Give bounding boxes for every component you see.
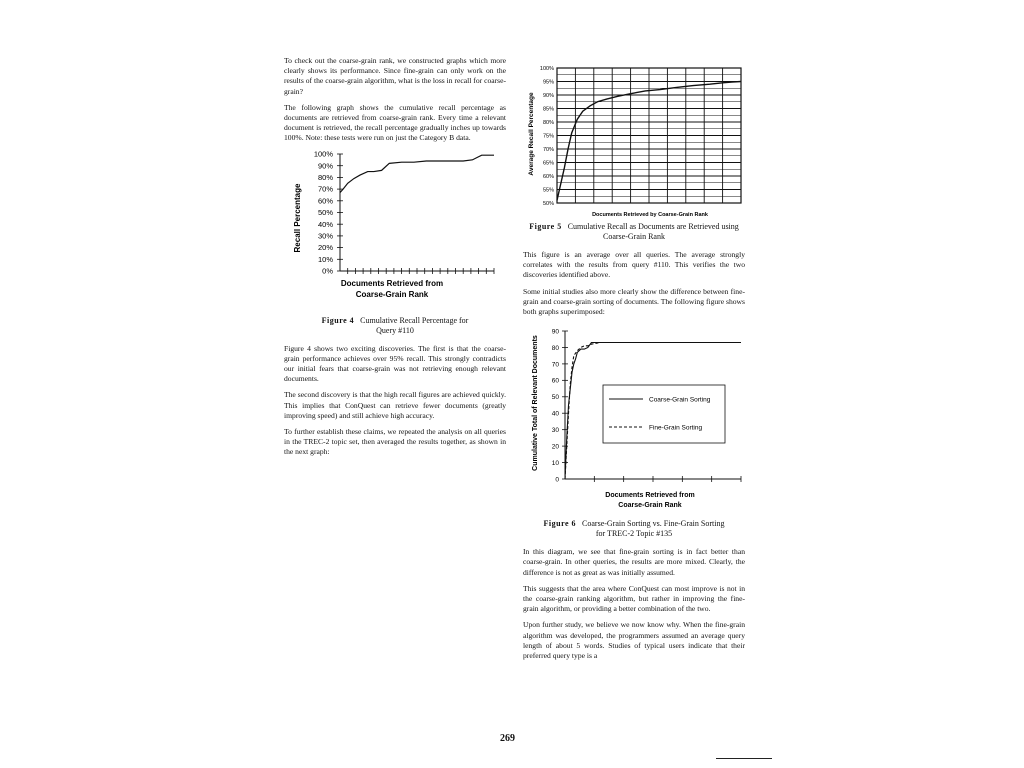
figure-4-series <box>340 155 494 192</box>
figure-6-xlabel-line1: Documents Retrieved from <box>605 492 695 500</box>
figure-6-y-tick-label: 30 <box>551 427 559 435</box>
figure-5-label: Figure 5 <box>529 222 562 231</box>
figure-5-y-tick-label: 95% <box>542 79 554 86</box>
figure-5-xlabel: Documents Retrieved by Coarse-Grain Rank <box>592 212 708 218</box>
figure-4-y-tick-label: 80% <box>317 172 333 182</box>
figure-5-y-tick-label: 85% <box>542 106 554 113</box>
figure-5-y-tick-label: 70% <box>542 147 554 153</box>
figure-4-chart <box>284 150 506 312</box>
figure-5-yticks <box>540 66 554 207</box>
left-paragraph-3: Figure 4 shows two exciting discoveries. The first is that the coarse-grain performance achieves over 95% recall. This strongly contradicts our initial fears that coarse-grain was not retrieving enough relevant documents. <box>284 343 506 384</box>
figure-4-yticks <box>314 150 343 276</box>
figure-5-ylabel: Average Recall Percentage <box>528 92 535 176</box>
figure-6-chart <box>523 323 745 513</box>
figure-4-axes <box>340 154 494 274</box>
left-paragraph-4: The second discovery is that the high recall figures are achieved quickly. This implies that ConQuest can retrieve fewer documents (greatly improving speed) and still achieve high accuracy. <box>284 390 506 420</box>
figure-6-caption-text: Coarse-Grain Sorting vs. Fine-Grain Sorting for TREC-2 Topic #135 <box>582 519 725 539</box>
figure-6-xlabel-line2: Coarse-Grain Rank <box>618 502 682 510</box>
left-paragraph-1: To check out the coarse-grain rank, we constructed graphs which more clearly shows its performance. Since fine-grain can only work on the results of the coarse-grain algorithm, what is the loss in recall for coarse-grain? <box>284 56 506 96</box>
right-paragraph-2: Some initial studies also more clearly show the difference between fine-grain and coarse-grain sorting of documents. The following figure shows both graphs superimposed: <box>523 286 745 317</box>
figure-4-y-tick-label: 0% <box>322 266 333 276</box>
figure-6-y-tick-label: 50 <box>551 394 559 402</box>
figure-5-y-tick-label: 80% <box>542 120 554 126</box>
figure-4-ylabel: Recall Percentage <box>293 183 302 253</box>
figure-6-caption <box>543 519 725 539</box>
right-paragraph-5: Upon further study, we believe we now know why. When the fine-grain algorithm was developed, the programmers assumed an average query length of about 5 words. Studies of typical users indicate that their preferred query type is a <box>523 620 745 661</box>
figure-4-recall-line <box>340 155 494 192</box>
figure-5-y-tick-label: 90% <box>542 93 554 99</box>
right-paragraph-3: In this diagram, we see that fine-grain sorting is in fact better than coarse-grain. In other queries, the results are more mixed. Clearly, the difference is not as great as was initially assumed. <box>523 547 745 577</box>
page-number: 269 <box>500 733 515 744</box>
figure-6-label: Figure 6 <box>543 519 577 529</box>
figure-6-y-tick-label: 60 <box>551 377 559 385</box>
figure-4-xlabel-line2: Coarse-Grain Rank <box>355 289 429 299</box>
figure-6-y-tick-label: 0 <box>555 476 559 484</box>
left-column <box>284 56 506 464</box>
figure-6-legend-label: Coarse-Grain Sorting <box>649 396 711 404</box>
figure-6-ylabel: Cumulative Total of Relevant Documents <box>532 335 539 472</box>
right-paragraph-1: This figure is an average over all queries. The average strongly correlates with the results from query #110. This verifies the two discoveries identified above. <box>523 250 745 280</box>
figure-5-y-tick-label: 65% <box>542 160 554 167</box>
figure-4-y-tick-label: 50% <box>317 207 333 217</box>
figure-4-label: Figure 4 <box>321 315 355 325</box>
figure-4-y-tick-label: 90% <box>317 160 333 170</box>
figure-6-y-tick-label: 10 <box>551 460 559 468</box>
figure-6-y-tick-label: 40 <box>551 410 559 418</box>
figure-6-y-tick-label: 90 <box>551 328 559 336</box>
figure-5-y-tick-label: 60% <box>542 174 554 180</box>
figure-6-y-tick-label: 80 <box>551 345 559 353</box>
figure-4-y-tick-label: 60% <box>317 196 333 206</box>
figure-5-chart <box>523 58 745 220</box>
figure-4-caption-text: Cumulative Recall Percentage for Query #110 <box>360 315 469 335</box>
figure-6-y-tick-label: 20 <box>551 443 559 451</box>
figure-4-xlabel-line1: Documents Retrieved from <box>340 278 444 288</box>
figure-4-y-tick-label: 70% <box>317 184 333 194</box>
figure-5-y-tick-label: 55% <box>542 187 554 194</box>
figure-5-y-tick-label: 50% <box>542 201 554 207</box>
figure-6-legend <box>603 385 725 443</box>
figure-4-y-tick-label: 30% <box>317 231 333 241</box>
figure-5-caption <box>523 222 745 242</box>
left-paragraph-2: The following graph shows the cumulative recall percentage as documents are retrieved from coarse-grain rank. Every time a relevant document is retrieved, the recall percentage gradually inches up towards 100%. Note: these tests were run on just the Category B data. <box>284 102 506 143</box>
figure-4-y-tick-label: 40% <box>317 219 333 229</box>
right-paragraph-4: This suggests that the area where ConQuest can most improve is not in the coarse-grain ranking algorithm, but rather in improving the fine-grain algorithm, or providing a better combination of the two. <box>523 583 745 614</box>
figure-6-legend-box <box>603 385 725 443</box>
figure-4-y-tick-label: 10% <box>317 254 333 264</box>
right-column <box>523 58 745 667</box>
figure-5-y-tick-label: 75% <box>542 133 554 140</box>
figure-4-caption <box>314 316 476 336</box>
corner-rule <box>716 758 772 759</box>
figure-5-grid <box>557 68 741 203</box>
left-paragraph-5: To further establish these claims, we repeated the analysis on all queries in the TREC-2 topic set, then averaged the results together, as shown in the next graph: <box>284 427 506 457</box>
figure-6-y-tick-label: 70 <box>551 361 559 369</box>
figure-6-legend-label: Fine-Grain Sorting <box>649 424 703 432</box>
figure-4-y-tick-label: 20% <box>317 242 333 252</box>
figure-5-caption-text: Cumulative Recall as Documents are Retrieved using Coarse-Grain Rank <box>567 222 739 241</box>
figure-4-y-tick-label: 100% <box>313 149 333 159</box>
figure-5-y-tick-label: 100% <box>539 66 554 72</box>
